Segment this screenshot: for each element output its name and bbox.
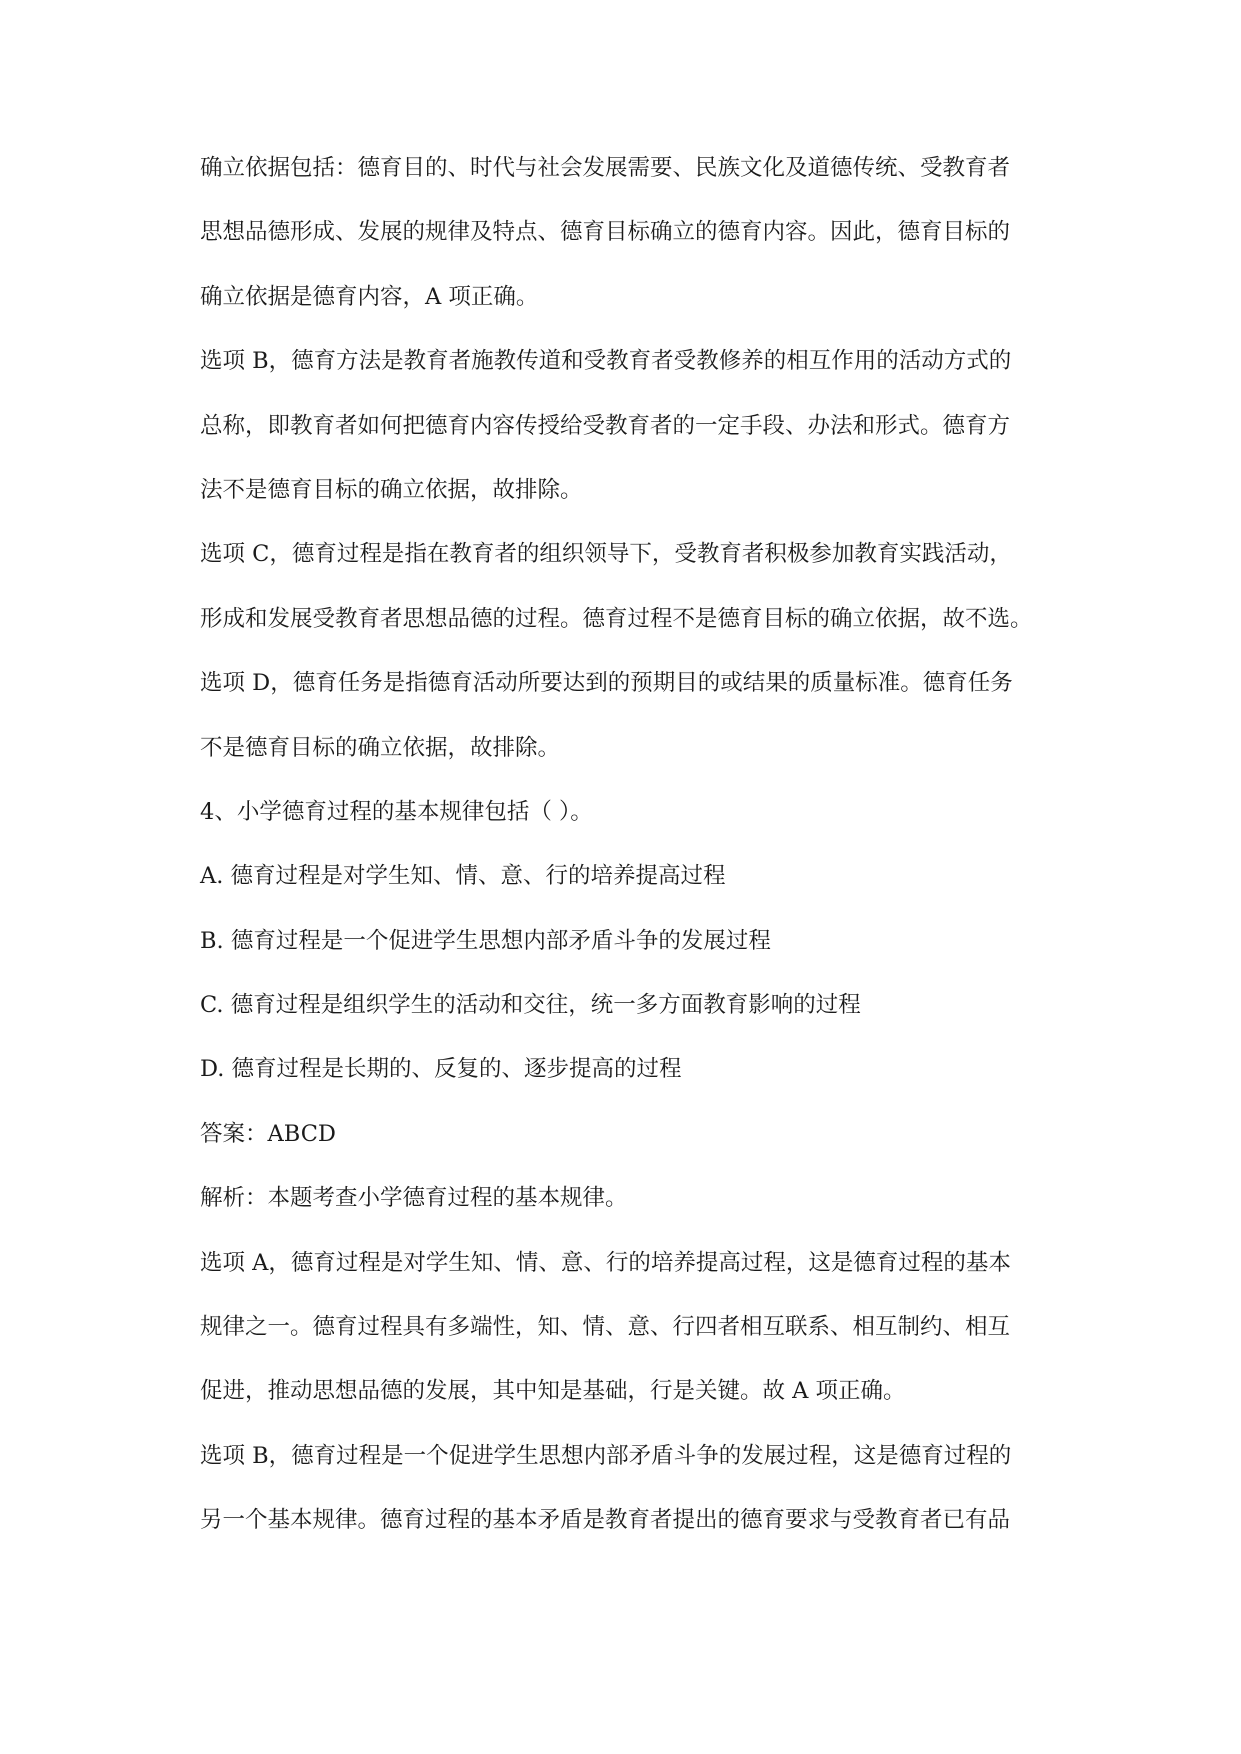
text-line: 思想品德形成、发展的规律及特点、德育目标确立的德育内容。因此，德育目标的: [200, 219, 1011, 246]
text-line: 另一个基本规律。德育过程的基本矛盾是教育者提出的德育要求与受教育者已有品: [200, 1507, 1011, 1534]
text-line: 形成和发展受教育者思想品德的过程。德育过程不是德育目标的确立依据，故不选。: [200, 605, 1033, 632]
text-line: 促进，推动思想品德的发展，其中知是基础，行是关键。故 A 项正确。: [200, 1378, 906, 1405]
text-line: 选项 B，德育过程是一个促进学生思想内部矛盾斗争的发展过程，这是德育过程的: [200, 1442, 1012, 1469]
text-line: 选项 D，德育任务是指德育活动所要达到的预期目的或结果的质量标准。德育任务: [200, 670, 1013, 697]
option-d: D. 德育过程是长期的、反复的、逐步提高的过程: [200, 1056, 682, 1083]
text-line: 选项 B，德育方法是教育者施教传道和受教育者受教修养的相互作用的活动方式的: [200, 348, 1012, 375]
text-line: 规律之一。德育过程具有多端性，知、情、意、行四者相互联系、相互制约、相互: [200, 1314, 1011, 1341]
text-line: 不是德育目标的确立依据，故排除。: [200, 734, 561, 761]
text-line: 选项 A，德育过程是对学生知、情、意、行的培养提高过程，这是德育过程的基本: [200, 1249, 1011, 1276]
option-b: B. 德育过程是一个促进学生思想内部矛盾斗争的发展过程: [200, 927, 771, 954]
question-heading: 4、小学德育过程的基本规律包括（ ）。: [200, 798, 593, 825]
option-c: C. 德育过程是组织学生的活动和交往，统一多方面教育影响的过程: [200, 992, 861, 1019]
text-line: 总称，即教育者如何把德育内容传授给受教育者的一定手段、办法和形式。德育方: [200, 412, 1011, 439]
text-line: 法不是德育目标的确立依据，故排除。: [200, 476, 583, 503]
text-line: 确立依据包括：德育目的、时代与社会发展需要、民族文化及道德传统、受教育者: [200, 155, 1011, 181]
answer-line: 答案：ABCD: [200, 1120, 336, 1147]
analysis-line: 解析：本题考查小学德育过程的基本规律。: [200, 1185, 628, 1212]
text-line: 选项 C，德育过程是指在教育者的组织领导下，受教育者积极参加教育实践活动，: [200, 541, 1012, 568]
document-body: [200, 150, 1100, 1567]
option-a: A. 德育过程是对学生知、情、意、行的培养提高过程: [200, 863, 726, 890]
text-line: 确立依据是德育内容，A 项正确。: [200, 283, 539, 310]
